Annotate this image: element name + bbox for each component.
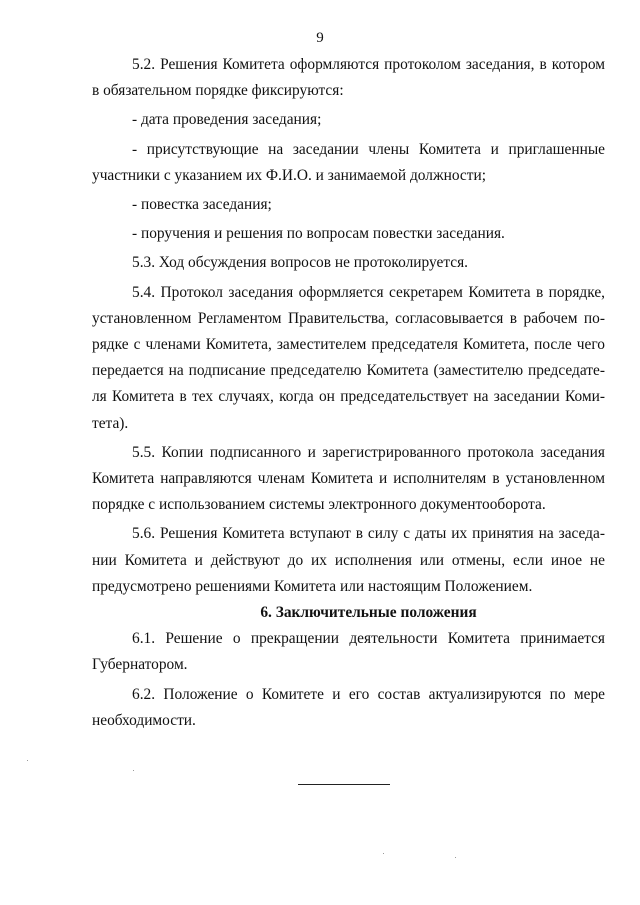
paragraph-6-2: 6.2. Положение о Комитете и его состав актуализируются по мере необходимости. [92,685,605,729]
list-item-instructions: - поручения и решения по вопросам повестки заседания. [132,225,505,243]
paragraph-5-4: 5.4. Протокол заседания оформляется секретарем Комитета в порядке, установленном Регламентом Правительства, согласовывается в рабочем порядке с членами Комитета, заместителем председателя Комитета, после чего передается на подписание председателю Комитета (заместителю председателя Комитета в тех случаях, когда он председательствует на заседании Комитета). [92,283,605,432]
paragraph-5-6: 5.6. Решения Комитета вступают в силу с даты их принятия на заседании Комитета и действуют до их исполнения или отмены, если иное не предусмотрено решениями Комитета или настоящим Положением. [92,525,605,595]
closing-rule [298,784,390,785]
list-item-attendees: - присутствующие на заседании члены Комитета и приглашенные участники с указанием их Ф.И.О. и занимаемой должности; [92,140,605,184]
paragraph-6-1: 6.1. Решение о прекращении деятельности Комитета принимается Губернатором. [92,630,605,674]
page-number: 9 [316,30,324,46]
paragraph-5-5: 5.5. Копии подписанного и зарегистрированного протокола заседания Комитета направляются членам Комитета и исполнителям в установленном порядке с использованием системы электронного документооборота. [92,443,605,514]
scan-speck [383,853,384,854]
list-item-meeting-date: - дата проведения заседания; [132,111,322,129]
paragraph-5-2: 5.2. Решения Комитета оформляются протоколом заседания, в котором в обязательном порядке фиксируются: [92,56,605,100]
document-body [92,52,605,734]
paragraph-5-3: 5.3. Ход обсуждения вопросов не протоколируется. [132,254,469,272]
scan-speck [27,760,28,761]
list-item-agenda: - повестка заседания; [132,196,272,214]
scan-speck [133,770,134,771]
scan-speck [455,857,456,858]
section-heading: 6. Заключительные положения [260,604,477,622]
